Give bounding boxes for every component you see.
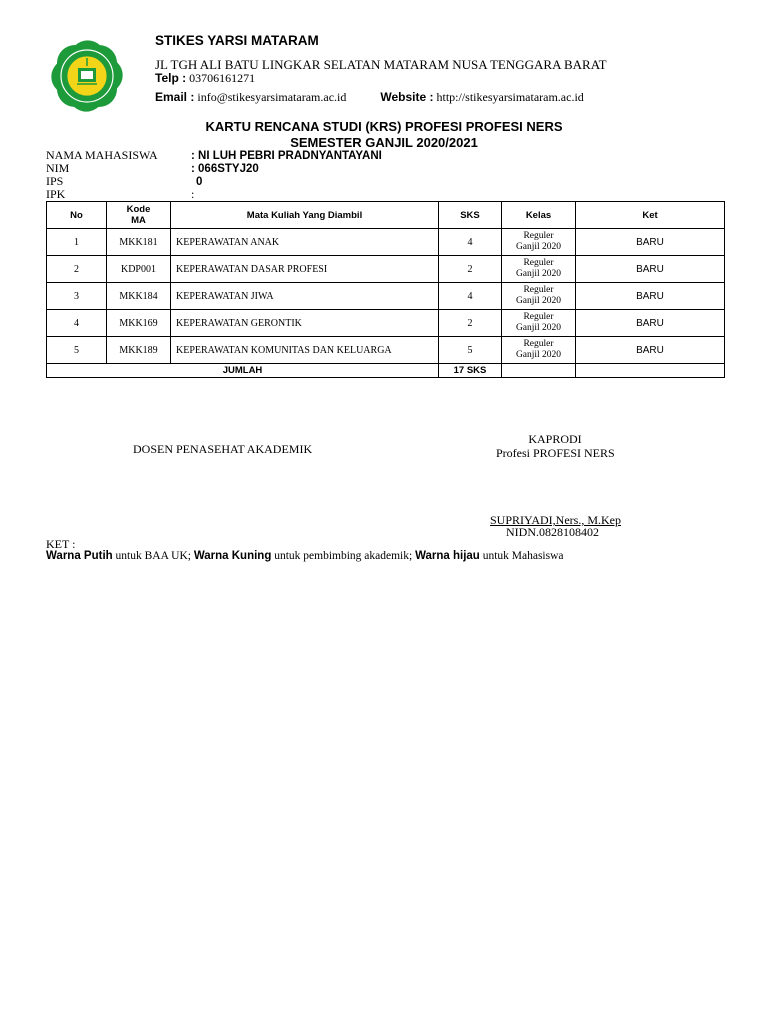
header-kode	[107, 202, 171, 229]
email-value: info@stikesyarsimataram.ac.id	[197, 90, 347, 104]
student-nim-value: : 066STYJ20	[191, 163, 259, 175]
student-nim-row	[46, 162, 259, 176]
row-sks: 4	[439, 229, 502, 256]
telephone-line	[155, 71, 255, 86]
row-matkul: KEPERAWATAN JIWA	[171, 283, 439, 310]
row-kode: KDP001	[107, 256, 171, 283]
student-name-row	[46, 149, 382, 163]
table-total-row	[47, 364, 725, 378]
kaprodi-subtitle: Profesi PROFESI NERS	[496, 446, 615, 460]
header-kode-line2: MA	[131, 215, 146, 226]
row-ket: BARU	[576, 256, 725, 283]
advisor-title: DOSEN PENASEHAT AKADEMIK	[133, 442, 313, 456]
row-kelas-line2: Ganjil 2020	[515, 269, 562, 279]
note-kuning-bold: Warna Kuning	[193, 550, 272, 562]
total-empty-kelas	[502, 364, 576, 378]
website-label: Website :	[380, 90, 434, 104]
institution-address: JL TGH ALI BATU LINGKAR SELATAN MATARAM NUSA TENGGARA BARAT	[155, 57, 607, 72]
row-matkul: KEPERAWATAN ANAK	[171, 229, 439, 256]
student-ipk-label: IPK	[46, 187, 66, 201]
row-kelas-line1: Reguler	[523, 258, 554, 268]
student-ips-label: IPS	[46, 174, 64, 188]
document-title: KARTU RENCANA STUDI (KRS) PROFESI PROFESI NERS	[205, 119, 563, 134]
row-kelas	[502, 337, 576, 364]
telp-value: 03706161271	[189, 71, 256, 85]
total-label: JUMLAH	[47, 364, 439, 378]
row-sks: 2	[439, 256, 502, 283]
row-kode: MKK181	[107, 229, 171, 256]
student-ipk-row	[46, 188, 194, 201]
table-row	[47, 310, 725, 337]
student-ips-row	[46, 175, 202, 189]
row-kelas	[502, 229, 576, 256]
row-matkul: KEPERAWATAN GERONTIK	[171, 310, 439, 337]
institution-seal-icon	[44, 36, 130, 116]
row-kelas-line2: Ganjil 2020	[515, 296, 562, 306]
row-kelas-line1: Reguler	[523, 285, 554, 295]
note-putih-text: untuk BAA UK;	[112, 550, 194, 562]
krs-table	[46, 201, 725, 378]
row-no: 4	[47, 310, 107, 337]
row-kode: MKK184	[107, 283, 171, 310]
row-kelas-line1: Reguler	[523, 312, 554, 322]
row-matkul: KEPERAWATAN KOMUNITAS DAN KELUARGA	[171, 337, 439, 364]
table-row	[47, 256, 725, 283]
row-no: 2	[47, 256, 107, 283]
table-row	[47, 337, 725, 364]
note-putih-bold: Warna Putih	[46, 550, 113, 562]
row-no: 1	[47, 229, 107, 256]
row-no: 5	[47, 337, 107, 364]
student-ips-value: 0	[196, 176, 203, 188]
header-sks: SKS	[439, 202, 502, 229]
student-nim-label: NIM	[46, 161, 70, 175]
row-kelas	[502, 310, 576, 337]
row-sks: 4	[439, 283, 502, 310]
note-hijau-bold: Warna hijau	[415, 550, 480, 562]
total-sks: 17 SKS	[439, 364, 502, 378]
notes-label: KET :	[46, 537, 76, 551]
semester-title: SEMESTER GANJIL 2020/2021	[290, 135, 478, 150]
row-kelas-line2: Ganjil 2020	[515, 350, 562, 360]
header-kelas: Kelas	[502, 202, 576, 229]
header-no: No	[47, 202, 107, 229]
row-kelas	[502, 256, 576, 283]
row-kelas-line1: Reguler	[523, 339, 554, 349]
note-kuning-text: untuk pembimbing akademik;	[271, 550, 416, 562]
row-sks: 2	[439, 310, 502, 337]
row-no: 3	[47, 283, 107, 310]
kaprodi-nidn: NIDN.0828108402	[506, 525, 599, 539]
telp-label: Telp :	[155, 71, 187, 85]
row-kode: MKK169	[107, 310, 171, 337]
notes-text	[46, 550, 564, 562]
row-ket: BARU	[576, 337, 725, 364]
table-row	[47, 229, 725, 256]
student-name-value: : NI LUH PEBRI PRADNYANTAYANI	[191, 150, 382, 162]
row-ket: BARU	[576, 310, 725, 337]
row-kelas-line1: Reguler	[523, 231, 554, 241]
contact-line	[155, 90, 584, 105]
student-ipk-value: :	[191, 187, 195, 201]
institution-name: STIKES YARSI MATARAM	[155, 33, 319, 48]
row-sks: 5	[439, 337, 502, 364]
total-empty-ket	[576, 364, 725, 378]
table-row	[47, 283, 725, 310]
table-header-row	[47, 202, 725, 229]
row-kode: MKK189	[107, 337, 171, 364]
header-kode-line1: Kode	[126, 204, 151, 215]
website-value: http://stikesyarsimataram.ac.id	[436, 90, 584, 104]
kaprodi-name: SUPRIYADI,Ners., M.Kep	[490, 513, 621, 527]
email-label: Email :	[155, 90, 195, 104]
row-kelas	[502, 283, 576, 310]
row-kelas-line2: Ganjil 2020	[515, 242, 562, 252]
row-ket: BARU	[576, 229, 725, 256]
row-matkul: KEPERAWATAN DASAR PROFESI	[171, 256, 439, 283]
header-matkul: Mata Kuliah Yang Diambil	[171, 202, 439, 229]
kaprodi-title: KAPRODI	[528, 432, 582, 446]
note-hijau-text: untuk Mahasiswa	[479, 550, 564, 562]
header-ket: Ket	[576, 202, 725, 229]
student-name-label: NAMA MAHASISWA	[46, 148, 158, 162]
row-ket: BARU	[576, 283, 725, 310]
row-kelas-line2: Ganjil 2020	[515, 323, 562, 333]
